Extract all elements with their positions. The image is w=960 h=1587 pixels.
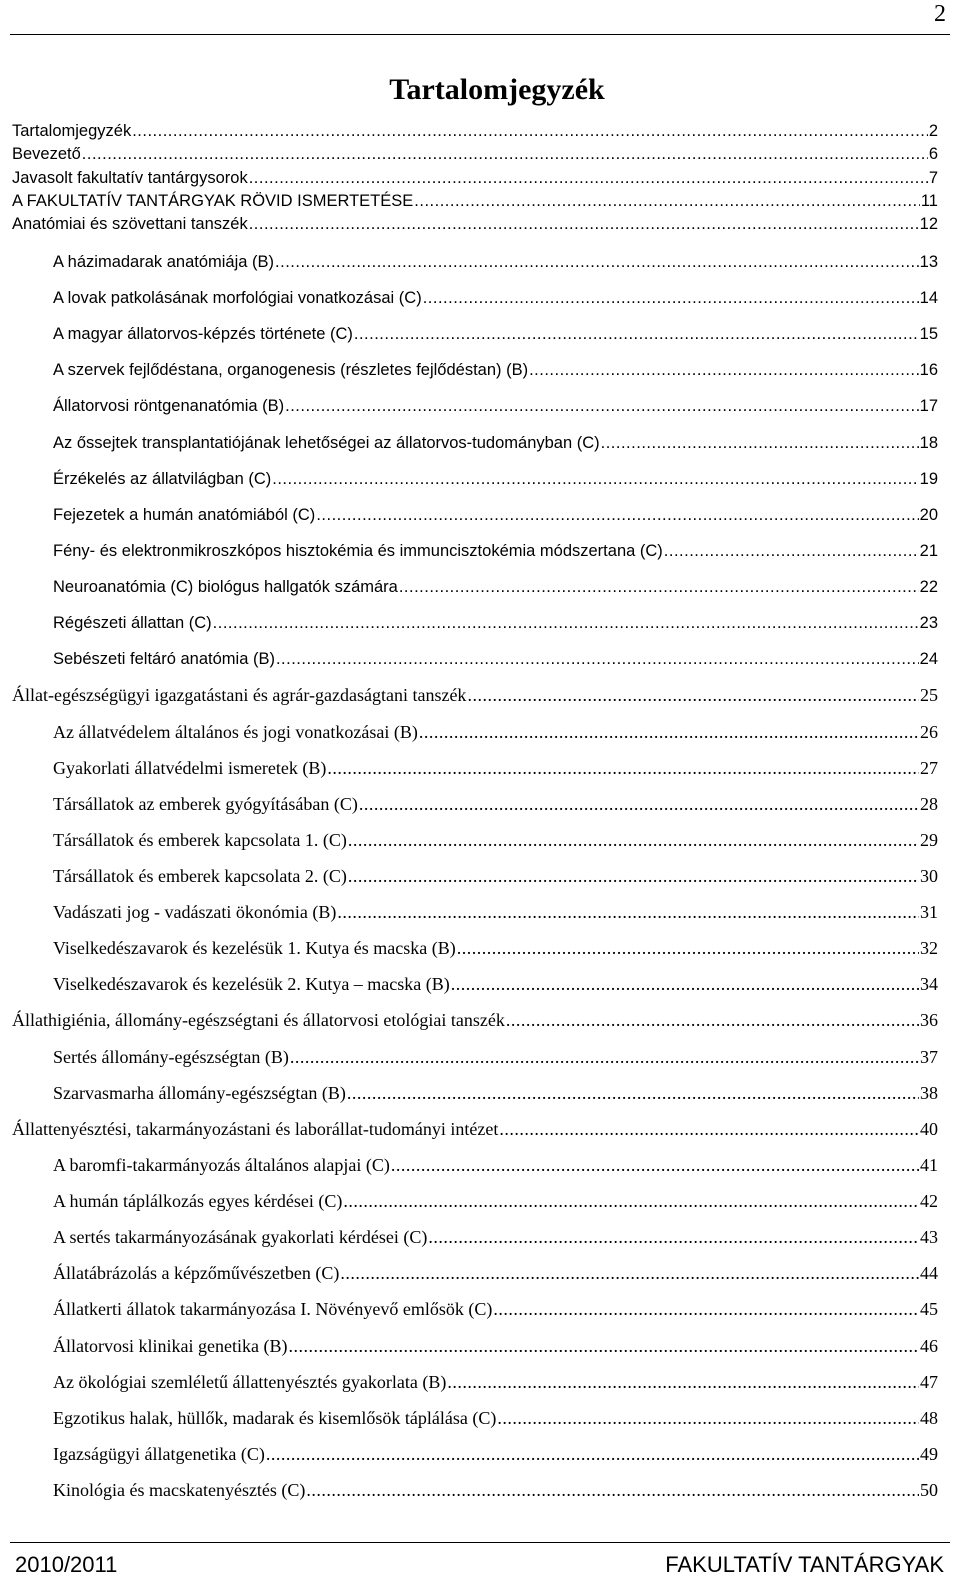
- toc-leader-dots: [343, 1189, 919, 1213]
- toc-entry-label: Fény- és elektronmikroszkópos hisztokémia és immuncisztokémia módszertana (C): [53, 541, 663, 560]
- toc-entry-page: 31: [920, 902, 938, 923]
- toc-entry[interactable]: [53, 756, 938, 780]
- toc-leader-dots: [354, 322, 919, 346]
- toc-entry[interactable]: [12, 1008, 938, 1032]
- toc-entry[interactable]: [53, 828, 938, 852]
- toc-leader-dots: [506, 1008, 919, 1032]
- toc-entry-page: 40: [920, 1118, 938, 1139]
- toc-entry[interactable]: [53, 1442, 938, 1466]
- toc-entry-page: 19: [919, 469, 938, 488]
- toc-entry-page: 21: [919, 541, 938, 560]
- toc-entry-page: 25: [920, 685, 938, 706]
- toc-leader-dots: [249, 166, 928, 190]
- toc-entry-label: Tartalomjegyzék: [12, 122, 132, 140]
- toc-leader-dots: [467, 683, 919, 707]
- toc-entry[interactable]: [53, 936, 938, 960]
- toc-leader-dots: [285, 394, 919, 418]
- toc-entry-label: A baromfi-takarmányozás általános alapjai (C): [53, 1154, 390, 1175]
- toc-leader-dots: [493, 1297, 919, 1321]
- toc-entry[interactable]: [53, 720, 938, 744]
- toc-entry[interactable]: [12, 166, 938, 190]
- toc-entry-label: Állat-egészségügyi igazgatástani és agrár-gazdaságtani tanszék: [12, 685, 467, 706]
- toc-leader-dots: [316, 503, 918, 527]
- toc-entry-page: 44: [920, 1263, 938, 1284]
- toc-entry[interactable]: [53, 1478, 938, 1502]
- toc-entry[interactable]: [12, 212, 938, 236]
- toc-entry-page: 26: [920, 721, 938, 742]
- toc-leader-dots: [266, 1442, 919, 1466]
- toc-entry-page: 24: [919, 650, 938, 669]
- toc-entry-label: A sertés takarmányozásának gyakorlati kérdései (C): [53, 1227, 428, 1248]
- toc-entry[interactable]: [53, 358, 938, 382]
- toc-leader-dots: [447, 1370, 919, 1394]
- toc-leader-dots: [419, 720, 919, 744]
- toc-entry[interactable]: [53, 972, 938, 996]
- page-title: Tartalomjegyzék: [389, 73, 605, 106]
- toc-entry-label: Állathigiénia, állomány-egészségtani és állatorvosi etológiai tanszék: [12, 1010, 505, 1031]
- toc-entry-page: 41: [920, 1154, 938, 1175]
- toc-entry-page: 7: [928, 168, 938, 187]
- toc-leader-dots: [348, 864, 919, 888]
- footer-rule: [10, 1542, 950, 1543]
- page-footer: [15, 1550, 944, 1580]
- toc-leader-dots: [497, 1406, 919, 1430]
- toc-entry-page: 46: [920, 1335, 938, 1356]
- toc-leader-dots: [391, 1153, 919, 1177]
- toc-leader-dots: [272, 467, 918, 491]
- toc-entry-page: 30: [920, 866, 938, 886]
- toc-entry-page: 38: [920, 1082, 938, 1103]
- toc-leader-dots: [337, 900, 919, 924]
- toc-entry[interactable]: [53, 467, 938, 491]
- toc-entry[interactable]: [53, 250, 938, 274]
- toc-entry[interactable]: [12, 189, 938, 213]
- toc-entry[interactable]: [53, 1297, 938, 1321]
- toc-entry-page: 16: [919, 361, 938, 380]
- toc-entry[interactable]: [53, 1261, 938, 1285]
- toc-entry-label: Anatómiai és szövettani tanszék: [12, 215, 248, 234]
- toc-entry-label: Sertés állomány-egészségtan (B): [53, 1046, 289, 1067]
- toc-leader-dots: [306, 1478, 919, 1502]
- toc-entry[interactable]: [53, 792, 938, 816]
- toc-entry-label: Állattenyésztési, takarmányozástani és laborállat-tudományi intézet: [12, 1118, 499, 1139]
- toc-leader-dots: [399, 575, 919, 599]
- toc-entry-label: A lovak patkolásának morfológiai vonatkozásai (C): [53, 289, 422, 308]
- toc-leader-dots: [664, 539, 919, 563]
- toc-entry-label: Javasolt fakultatív tantárgysorok: [12, 168, 248, 187]
- toc-entry-label: Igazságügyi állatgenetika (C): [53, 1443, 265, 1464]
- toc-entry-page: 32: [920, 938, 938, 959]
- toc-entry-label: Viselkedészavarok és kezelésük 2. Kutya – macska (B): [53, 974, 450, 995]
- toc-leader-dots: [529, 358, 919, 382]
- toc-entry[interactable]: [12, 119, 938, 143]
- toc-entry-label: Az ökológiai szemléletű állattenyésztés gyakorlata (B): [53, 1371, 447, 1392]
- page-number: 2: [934, 1, 946, 27]
- footer-academic-year: 2010/2011: [15, 1552, 118, 1577]
- toc-entry[interactable]: [53, 1189, 938, 1213]
- toc-entry-page: 18: [919, 433, 938, 452]
- toc-entry-label: A humán táplálkozás egyes kérdései (C): [53, 1191, 343, 1212]
- toc-leader-dots: [457, 936, 919, 960]
- toc-entry-label: Kinológia és macskatenyésztés (C): [53, 1480, 306, 1500]
- toc-leader-dots: [213, 611, 919, 635]
- toc-entry[interactable]: [53, 503, 938, 527]
- toc-entry-page: 49: [920, 1443, 938, 1464]
- toc-entry-label: Állatkerti állatok takarmányozása I. Növényevő emlősök (C): [53, 1299, 493, 1320]
- toc-entry-label: Egzotikus halak, hüllők, madarak és kisemlősök táplálása (C): [53, 1407, 497, 1428]
- toc-entry-label: Fejezetek a humán anatómiából (C): [53, 505, 316, 524]
- toc-entry[interactable]: [53, 394, 938, 418]
- toc-entry-page: 48: [920, 1407, 938, 1428]
- toc-entry-page: 15: [919, 325, 938, 344]
- toc-entry-page: 14: [919, 289, 938, 308]
- toc-leader-dots: [340, 1261, 919, 1285]
- toc-leader-dots: [249, 212, 919, 236]
- toc-entry[interactable]: [53, 1081, 938, 1105]
- toc-entry-label: Sebészeti feltáró anatómia (B): [53, 650, 275, 669]
- toc-entry[interactable]: [53, 647, 938, 671]
- toc-entry-page: 20: [919, 505, 938, 524]
- toc-leader-dots: [414, 189, 920, 213]
- toc-entry-page: 29: [920, 829, 938, 850]
- toc-entry-label: Érzékelés az állatvilágban (C): [53, 469, 272, 488]
- toc-entry[interactable]: [53, 1153, 938, 1177]
- toc-entry[interactable]: [53, 1406, 938, 1430]
- toc-leader-dots: [423, 286, 919, 310]
- toc-entry-page: 17: [919, 397, 938, 416]
- toc-leader-dots: [132, 119, 928, 143]
- toc-entry[interactable]: [53, 1045, 938, 1069]
- toc-entry-page: 42: [920, 1191, 938, 1212]
- toc-entry-page: 34: [920, 974, 938, 995]
- toc-entry-page: 45: [920, 1299, 938, 1320]
- toc-entry-label: Régészeti állattan (C): [53, 614, 212, 633]
- toc-entry-label: Az őssejtek transplantatiójának lehetőségei az állatorvos-tudományban (C): [53, 433, 600, 452]
- toc-entry[interactable]: [12, 683, 938, 707]
- toc-entry[interactable]: [53, 322, 938, 346]
- toc-entry[interactable]: [53, 286, 938, 310]
- toc-entry-page: 28: [920, 793, 938, 814]
- toc-entry-label: A magyar állatorvos-képzés története (C): [53, 325, 353, 344]
- toc-leader-dots: [347, 1081, 919, 1105]
- toc-entry-page: 27: [920, 757, 938, 778]
- toc-entry-page: 43: [920, 1227, 938, 1248]
- toc-entry-page: 13: [919, 253, 938, 271]
- toc-leader-dots: [82, 142, 928, 166]
- toc-entry-label: Szarvasmarha állomány-egészségtan (B): [53, 1082, 346, 1103]
- toc-entry-label: Neuroanatómia (C) biológus hallgatók számára: [53, 578, 398, 597]
- toc-entry[interactable]: [53, 900, 938, 924]
- toc-entry[interactable]: [53, 575, 938, 599]
- toc-leader-dots: [275, 250, 919, 274]
- toc-entry[interactable]: [12, 142, 938, 166]
- toc-entry-page: 50: [920, 1480, 938, 1500]
- toc-entry-label: Társállatok és emberek kapcsolata 2. (C): [53, 866, 347, 886]
- toc-entry-page: 47: [920, 1371, 938, 1392]
- toc-entry-page: 2: [928, 122, 938, 140]
- toc-entry[interactable]: [53, 1370, 938, 1394]
- footer-document-title: FAKULTATÍV TANTÁRGYAK: [665, 1552, 944, 1577]
- toc-entry-label: A FAKULTATÍV TANTÁRGYAK RÖVID ISMERTETÉSE: [12, 191, 414, 210]
- toc-entry-label: Viselkedészavarok és kezelésük 1. Kutya és macska (B): [53, 938, 456, 959]
- toc-entry-label: Gyakorlati állatvédelmi ismeretek (B): [53, 757, 327, 778]
- toc-leader-dots: [288, 1334, 919, 1358]
- toc-entry-label: Társállatok az emberek gyógyításában (C): [53, 793, 358, 814]
- toc-entry-label: Bevezető: [12, 145, 81, 164]
- toc-entry-label: Állatábrázolás a képzőművészetben (C): [53, 1263, 340, 1284]
- toc-entry-label: Állatorvosi klinikai genetika (B): [53, 1335, 288, 1356]
- toc-leader-dots: [290, 1045, 919, 1069]
- toc-entry-label: Az állatvédelem általános és jogi vonatkozásai (B): [53, 721, 418, 742]
- toc-entry-page: 23: [919, 614, 938, 633]
- toc-entry-page: 22: [919, 578, 938, 597]
- toc-entry[interactable]: [53, 431, 938, 455]
- toc-leader-dots: [327, 756, 919, 780]
- toc-leader-dots: [601, 431, 919, 455]
- toc-entry-label: Társállatok és emberek kapcsolata 1. (C): [53, 829, 347, 850]
- toc-entry-label: Állatorvosi röntgenanatómia (B): [53, 397, 285, 416]
- toc-leader-dots: [276, 647, 919, 671]
- toc-entry[interactable]: [53, 1225, 938, 1249]
- toc-entry[interactable]: [53, 1334, 938, 1358]
- toc-entry-page: 37: [920, 1046, 938, 1067]
- toc-entry[interactable]: [53, 864, 938, 888]
- toc-entry-label: A szervek fejlődéstana, organogenesis (részletes fejlődéstan) (B): [53, 361, 529, 380]
- toc-entry[interactable]: [53, 611, 938, 635]
- toc-entry-page: 11: [920, 191, 938, 210]
- toc-entry[interactable]: [53, 539, 938, 563]
- toc-entry-page: 36: [920, 1010, 938, 1031]
- toc-entry-page: 12: [919, 215, 938, 234]
- toc-entry-label: A házimadarak anatómiája (B): [53, 253, 275, 271]
- toc-leader-dots: [499, 1117, 919, 1141]
- toc-leader-dots: [428, 1225, 919, 1249]
- toc-entry[interactable]: [12, 1117, 938, 1141]
- toc-leader-dots: [348, 828, 919, 852]
- toc-entry-label: Vadászati jog - vadászati ökonómia (B): [53, 902, 337, 923]
- toc-entry-page: 6: [928, 145, 938, 164]
- toc-leader-dots: [359, 792, 919, 816]
- toc-leader-dots: [451, 972, 919, 996]
- header-rule: [10, 34, 950, 35]
